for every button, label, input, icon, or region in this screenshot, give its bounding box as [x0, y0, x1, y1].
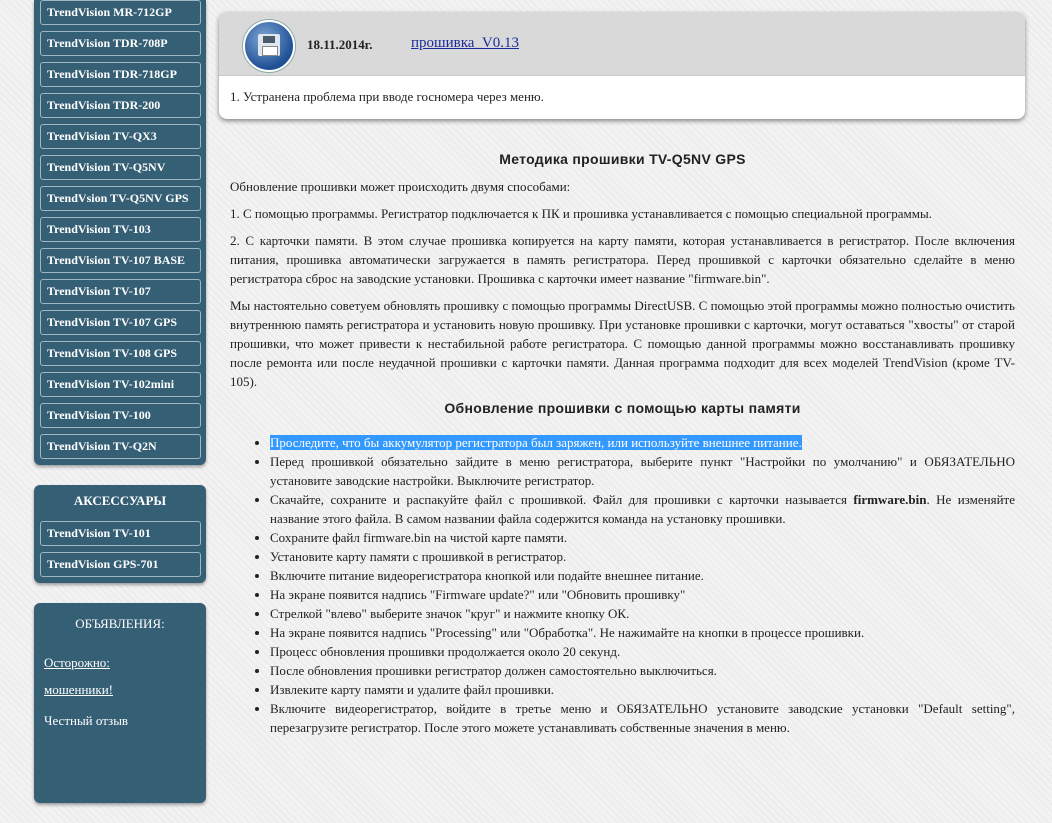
- floppy-disk-icon: [243, 20, 295, 72]
- accessories-panel: [34, 485, 206, 583]
- list-item: • Включите питание видеорегистратора кнопкой или подайте внешнее питание.: [270, 566, 1015, 585]
- firmware-box: [219, 12, 1025, 119]
- list-item: • Перед прошивкой обязательно зайдите в меню регистратора, выберите пункт "Настройки по умолчанию" и ОБЯЗАТЕЛЬНО установите заводские настройки. Выключите регистратор.: [270, 452, 1015, 490]
- sidebar-item-tv-102mini[interactable]: TrendVision TV-102mini: [40, 372, 201, 397]
- steps-list: [230, 433, 1015, 737]
- sidebar-item-tdr-200[interactable]: TrendVision TDR-200: [40, 93, 201, 118]
- article: [230, 150, 1015, 737]
- method-2-text: 2. С карточки памяти. В этом случае прошивка копируется на карту памяти, которая устанавливается в регистратор. После включения питания, прошивка автоматически загружается в память регистратора. Перед прошивкой с карточки обязательно сделайте в меню регистратора сброс на заводские установки. Прошивка с карточки имеет название "firmware.bin".: [230, 233, 1015, 286]
- sidebar-item-tv-qx3[interactable]: TrendVision TV-QX3: [40, 124, 201, 149]
- ad-link-caution[interactable]: Осторожно:: [44, 655, 110, 670]
- sidebar-item-tv-101[interactable]: TrendVision TV-101: [40, 521, 201, 546]
- firmware-date: 18.11.2014г.: [307, 37, 373, 52]
- intro-text: Обновление прошивки может происходить двумя способами:: [230, 179, 571, 194]
- ads-title: ОБЪЯВЛЕНИЯ:: [75, 616, 165, 631]
- sidebar: [34, 0, 206, 823]
- advice-text: Мы настоятельно советуем обновлять прошивку с помощью программы DirectUSB. С помощью этой программы можно полностью очистить внутреннюю память регистратора и установить новую прошивку. При установке прошивки с карточки, могут оставаться "хвосты" от старой прошивки, что может привести к нестабильной работе регистратора. С помощью данной программы можно восстанавливать прошивку после ремонта или после неудачной прошивки с карточки памяти. Данная программа подходит для всех моделей TrendVision (кроме TV-105).: [230, 298, 1015, 389]
- firmware-download-link[interactable]: прошивка_V0.13: [411, 35, 519, 51]
- selected-text: Проследите, что бы аккумулятор регистратора был заряжен, или используйте внешнее питание.: [270, 435, 802, 450]
- sidebar-item-tv-107-gps[interactable]: TrendVision TV-107 GPS: [40, 310, 201, 335]
- sidebar-item-tv-108-gps[interactable]: TrendVision TV-108 GPS: [40, 341, 201, 366]
- section-title: Обновление прошивки с помощью карты памяти: [444, 400, 801, 416]
- list-item: • Включите видеорегистратор, войдите в третье меню и ОБЯЗАТЕЛЬНО установите заводские установки "Default setting", перезагрузите регистратор. После этого можете устанавливать собственные значения в меню.: [270, 699, 1015, 737]
- ad-more-text[interactable]: Честный отзыв: [44, 713, 129, 728]
- models-panel: [34, 0, 206, 465]
- sidebar-item-gps-701[interactable]: TrendVision GPS-701: [40, 552, 201, 577]
- list-item: [270, 433, 1015, 452]
- accessories-title: АКСЕССУАРЫ: [73, 493, 167, 508]
- sidebar-item-tdr-718gp[interactable]: TrendVision TDR-718GP: [40, 62, 201, 87]
- sidebar-item-tv-100[interactable]: TrendVision TV-100: [40, 403, 201, 428]
- sidebar-item-mr-712gp[interactable]: TrendVision MR-712GP: [40, 0, 201, 25]
- sidebar-item-tv-107[interactable]: TrendVision TV-107: [40, 279, 201, 304]
- list-item: • После обновления прошивки регистратор должен самостоятельно выключиться.: [270, 661, 1015, 680]
- list-item: • Процесс обновления прошивки продолжается около 20 секунд.: [270, 642, 1015, 661]
- list-item: • Стрелкой "влево" выберите значок "круг" и нажмите кнопку ОК.: [270, 604, 1015, 623]
- sidebar-item-tv-103[interactable]: TrendVision TV-103: [40, 217, 201, 242]
- list-item: • Сохраните файл firmware.bin на чистой карте памяти.: [270, 528, 1015, 547]
- sidebar-item-tv-q2n[interactable]: TrendVision TV-Q2N: [40, 434, 201, 459]
- sidebar-item-tdr-708p[interactable]: TrendVision TDR-708P: [40, 31, 201, 56]
- list-item: • На экране появится надпись "Firmware update?" или "Обновить прошивку": [270, 585, 1015, 604]
- list-item: • Извлеките карту памяти и удалите файл прошивки.: [270, 680, 1015, 699]
- article-title: Методика прошивки TV-Q5NV GPS: [499, 151, 746, 167]
- ads-panel: [34, 603, 206, 803]
- ad-link-scammers[interactable]: мошенники!: [44, 682, 113, 697]
- list-item: • Установите карту памяти с прошивкой в регистратор.: [270, 547, 1015, 566]
- firmware-header: [219, 12, 1025, 76]
- list-item: • Скачайте, сохраните и распакуйте файл с прошивкой. Файл для прошивки с карточки называется firmware.bin. Не изменяйте название этого файла. В самом названии файла содержится команда на установку прошивки.: [270, 490, 1015, 528]
- firmware-note: 1. Устранена проблема при вводе госномера через меню.: [230, 89, 544, 104]
- method-1-text: 1. С помощью программы. Регистратор подключается к ПК и прошивка устанавливается с помощью специальной программы.: [230, 206, 932, 221]
- sidebar-item-tv-107-base[interactable]: TrendVision TV-107 BASE: [40, 248, 201, 273]
- firmware-filename: firmware.bin: [853, 492, 927, 507]
- sidebar-item-tv-q5nv-gps[interactable]: TrendVsion TV-Q5NV GPS: [40, 186, 201, 211]
- sidebar-item-tv-q5nv[interactable]: TrendVision TV-Q5NV: [40, 155, 201, 180]
- list-item: • На экране появится надпись "Processing" или "Обработка". Не нажимайте на кнопки в процессе прошивки.: [270, 623, 1015, 642]
